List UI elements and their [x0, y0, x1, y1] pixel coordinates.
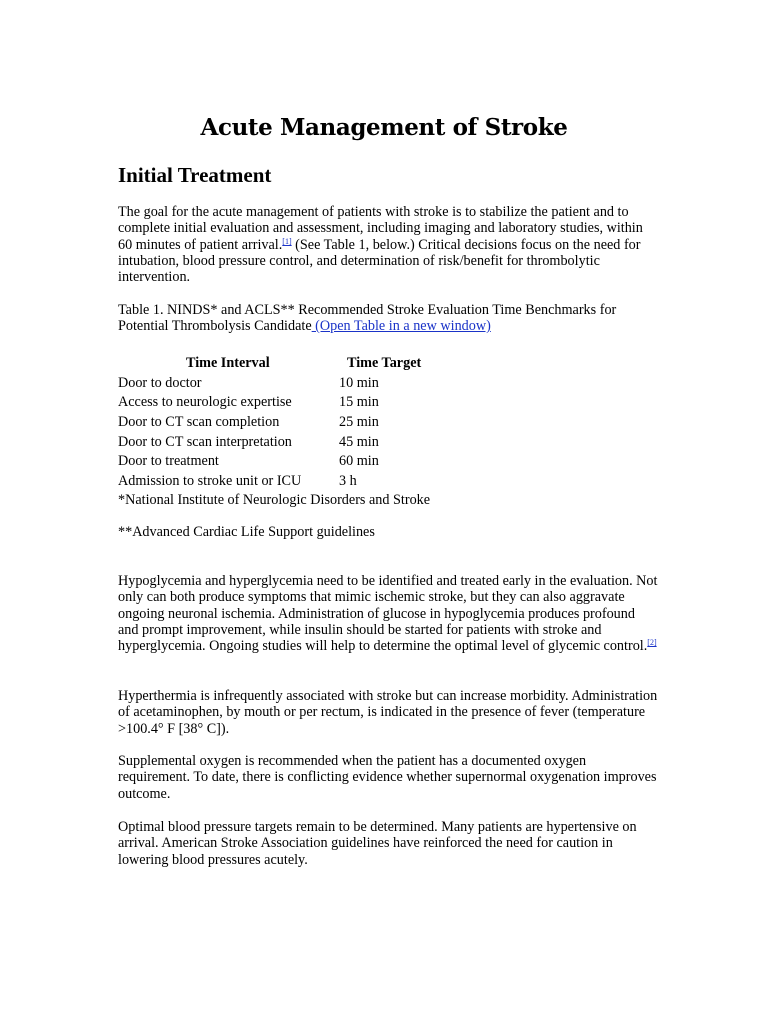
table-cell-target: 25 min: [339, 414, 379, 431]
table-cell-interval: Access to neurologic expertise: [118, 394, 292, 411]
table-row: [118, 413, 658, 433]
reference-link-1[interactable]: [1]: [282, 236, 292, 246]
table-header-interval: Time Interval: [186, 355, 270, 371]
table-cell-target: 10 min: [339, 374, 379, 391]
table-row: [118, 433, 658, 453]
open-table-link[interactable]: (Open Table in a new window): [311, 318, 491, 335]
table-caption: [118, 302, 658, 335]
table-cell-target: 3 h: [339, 473, 357, 490]
glycemia-paragraph: [118, 573, 658, 654]
hyperthermia-paragraph: Hyperthermia is infrequently associated with stroke but can increase morbidity. Administration of acetaminophen, by mouth or per rectum, is indicated in the presence of fever (temperature >100.4° F [38° C]).: [118, 688, 658, 737]
table-header-row: [118, 354, 658, 374]
table-row: [118, 374, 658, 394]
table-cell-interval: Door to CT scan completion: [118, 414, 280, 431]
page-title: Acute Management of Stroke: [200, 114, 568, 141]
intro-text-continued: (See Table 1, below.) Critical decisions focus on the need for intubation, blood pressure control, and determination of risk/benefit for thrombolytic intervention.: [118, 236, 641, 286]
table-row: [118, 472, 658, 492]
table-cell-interval: Admission to stroke unit or ICU: [118, 473, 302, 490]
glycemia-text: Hypoglycemia and hyperglycemia need to be identified and treated early in the evaluation. Not only can both produce symptoms that mimic ischemic stroke, but they can also aggravate ongoing neuronal ischemia. Administration of glucose in hypoglycemia produces profound and prompt improvement, while insulin should be started for patients with stroke and hyperglycemia. Ongoing studies will help to determine the optimal level of glycemic control.: [118, 573, 658, 655]
table-footnote-acls: **Advanced Cardiac Life Support guidelines: [118, 524, 375, 540]
oxygen-paragraph: Supplemental oxygen is recommended when the patient has a documented oxygen requirement. To date, there is conflicting evidence whether supernormal oxygenation improves outcome.: [118, 753, 657, 802]
table-header-target: Time Target: [347, 355, 422, 371]
table-row: [118, 452, 658, 472]
table-row: [118, 393, 658, 413]
table-cell-interval: Door to treatment: [118, 453, 219, 470]
benchmark-table: [118, 354, 658, 492]
intro-paragraph: [118, 204, 658, 285]
table-cell-interval: Door to doctor: [118, 374, 202, 391]
reference-link-2[interactable]: [2]: [647, 638, 657, 648]
table-cell-target: 15 min: [339, 394, 379, 411]
table-footnote-ninds: *National Institute of Neurologic Disorders and Stroke: [118, 492, 431, 508]
table-caption-text: Table 1. NINDS* and ACLS** Recommended Stroke Evaluation Time Benchmarks for Potential Thrombolysis Candidate: [118, 302, 617, 335]
section-heading: Initial Treatment: [118, 163, 272, 187]
blood-pressure-paragraph: Optimal blood pressure targets remain to be determined. Many patients are hypertensive on arrival. American Stroke Association guidelines have reinforced the need for caution in lowering blood pressures acutely.: [118, 819, 637, 868]
table-cell-target: 60 min: [339, 453, 379, 470]
intro-text: The goal for the acute management of patients with stroke is to stabilize the patient and to complete initial evaluation and assessment, including imaging and laboratory studies, within 60 minutes of patient arrival.: [118, 204, 643, 253]
table-cell-interval: Door to CT scan interpretation: [118, 433, 292, 450]
table-cell-target: 45 min: [339, 433, 379, 450]
